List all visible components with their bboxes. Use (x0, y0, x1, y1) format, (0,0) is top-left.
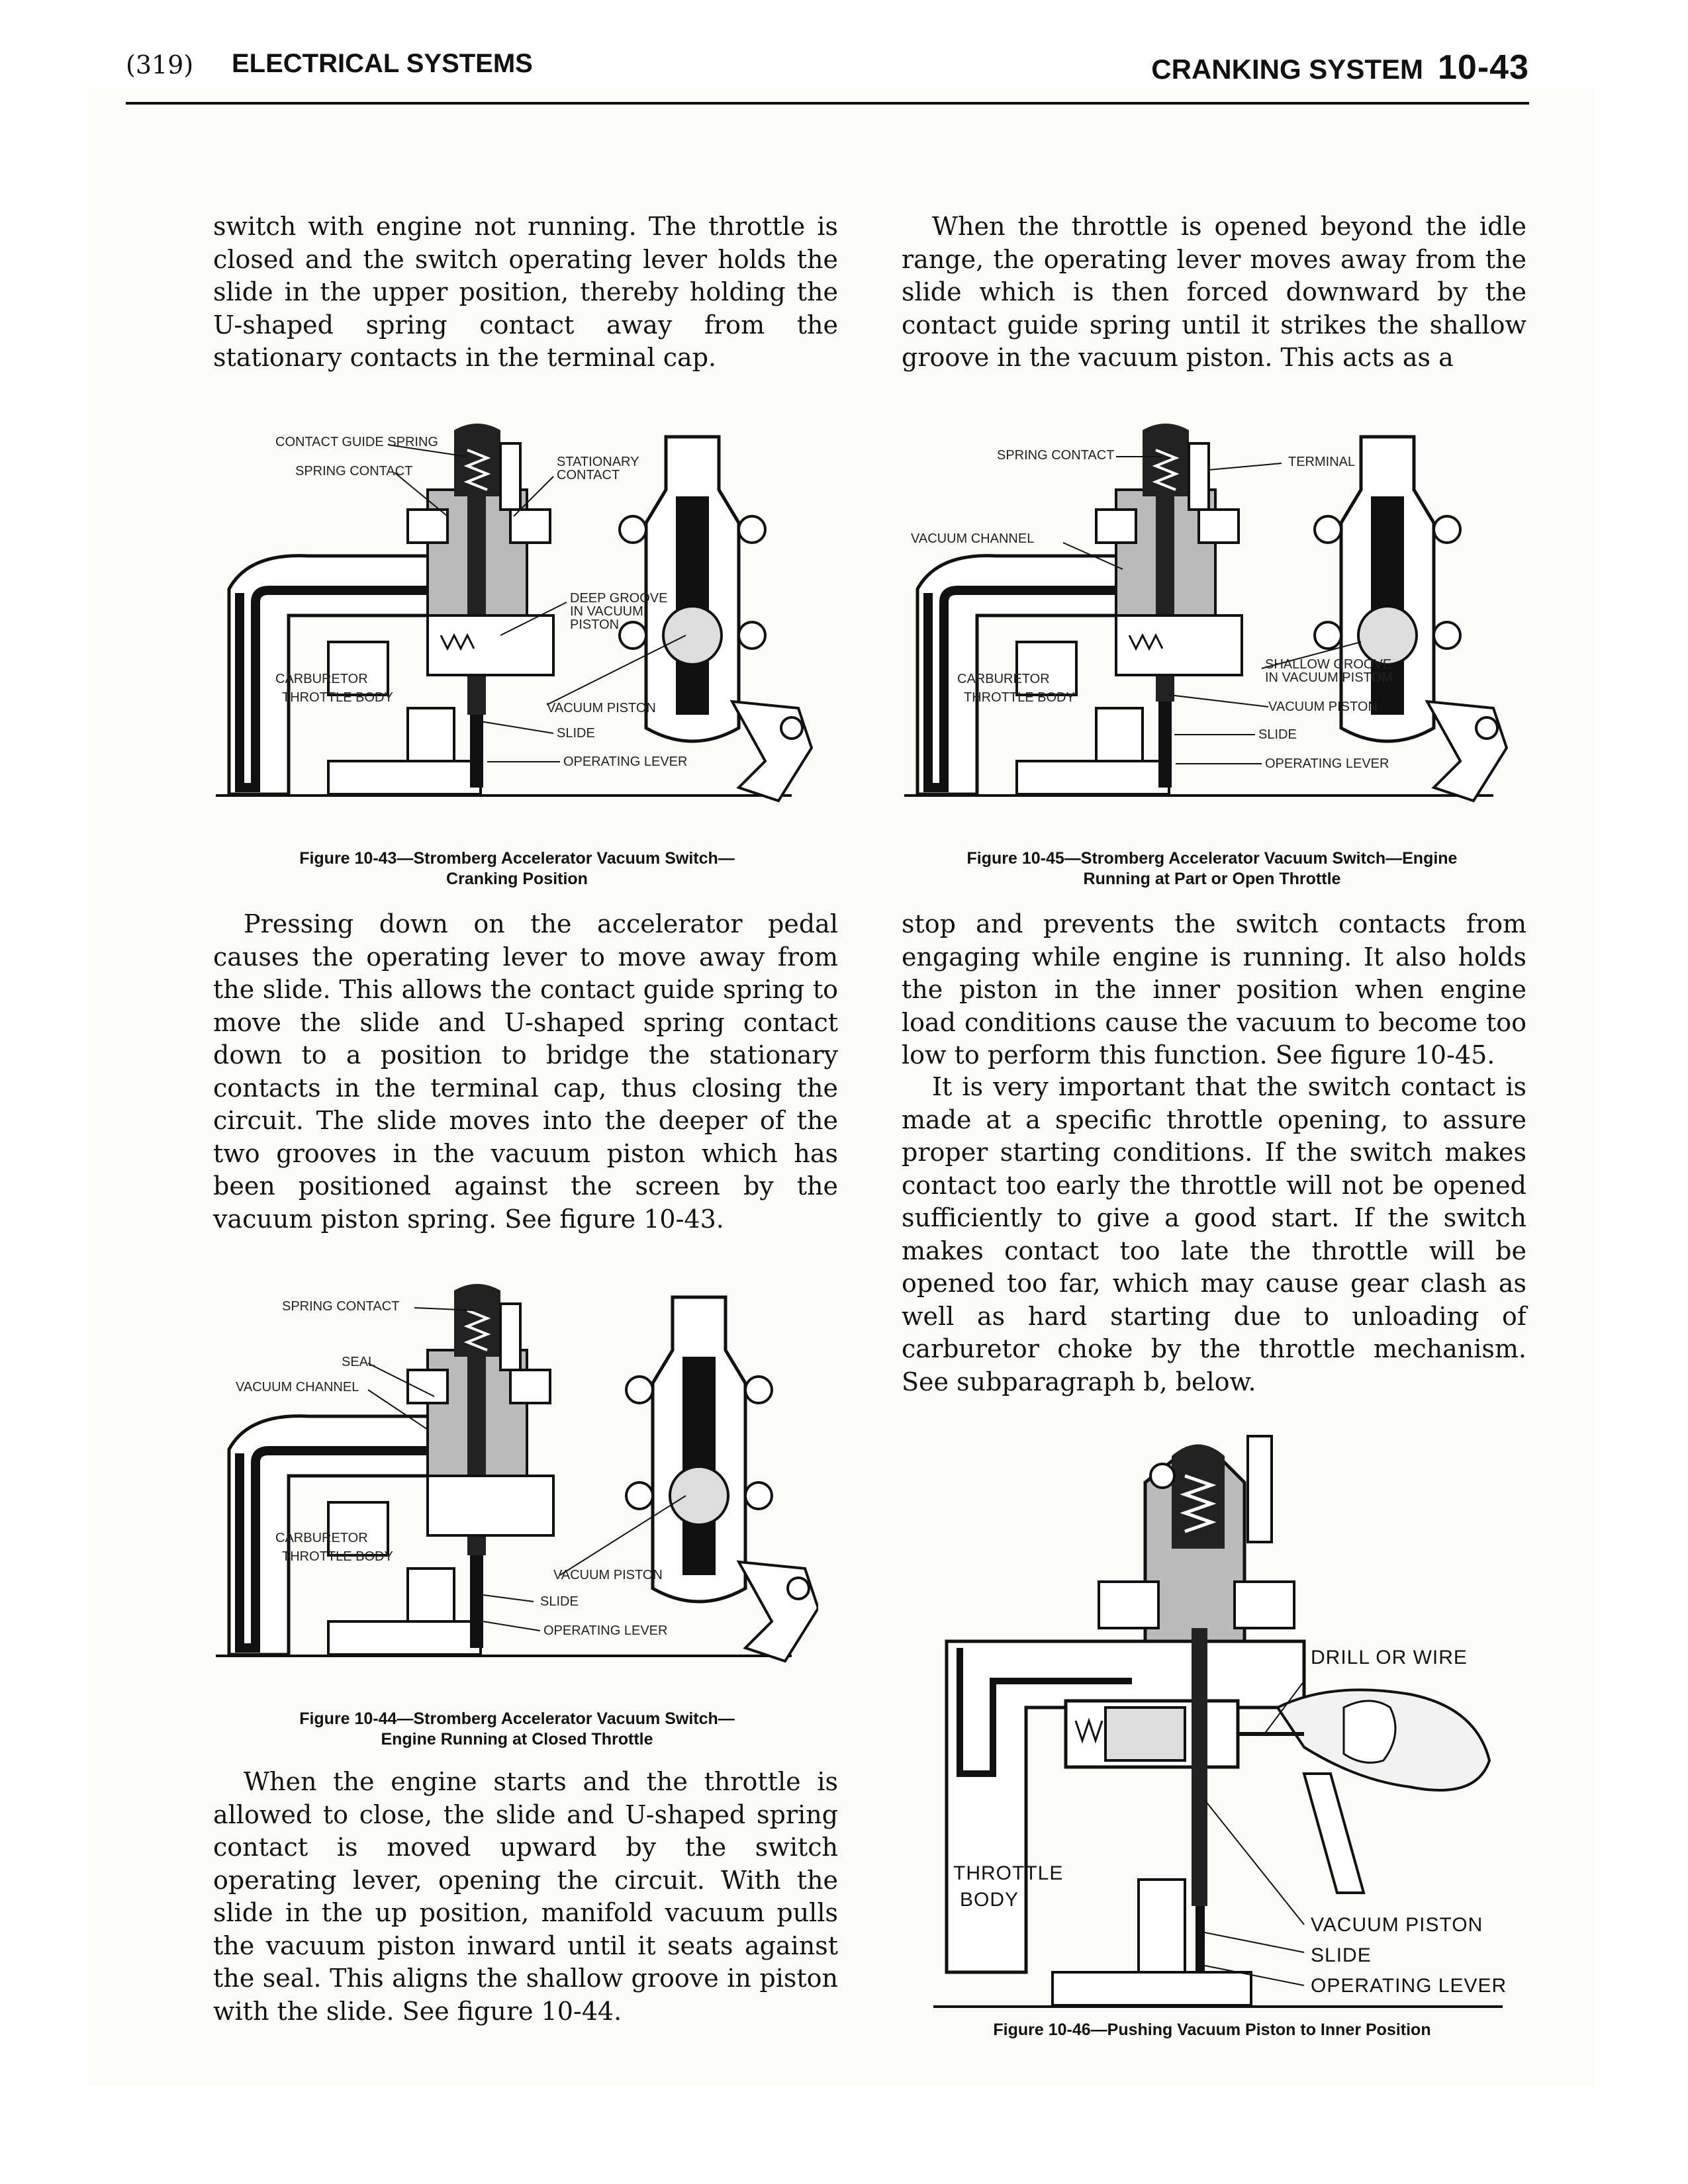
page-number: (319) (126, 50, 194, 79)
figure-10-43 (209, 417, 818, 807)
left-paragraph-3 (213, 1766, 838, 2028)
label-seal: SEAL (342, 1355, 376, 1369)
label-throttle-body: THROTTLE BODY (282, 1549, 393, 1564)
label-slide: SLIDE (1258, 727, 1297, 742)
caption-line: Running at Part or Open Throttle (1083, 870, 1341, 888)
caption-line: Figure 10-43—Stromberg Accelerator Vacuum Switch— (299, 849, 735, 868)
label-spring-contact: SPRING CONTACT (997, 448, 1115, 463)
switch-diagram-part-throttle (898, 417, 1520, 807)
chapter-heading (1151, 48, 1529, 87)
label-deep-groove-2: IN VACUUM (570, 604, 643, 619)
paragraph-text: It is very important that the switch contact is made at a specific throttle opening, to assure proper starting conditions. If the switch makes contact too early the throttle will not be opened sufficiently to give a good start. If the switch makes contact too late the throttle will be opened too far, which may cause gear clash as well as hard starting due to unloading of carburetor choke by the throttle mechanism. See subparagraph b, below. (902, 1072, 1526, 1396)
label-body: BODY (960, 1889, 1019, 1911)
paragraph-text: Pressing down on the accelerator pedal causes the operating lever to move away from the slide. This allows the contact guide spring to move the slide and U-shaped spring contact down to a position to bridge the stationary contacts in the terminal cap, thus closing the circuit. The slide moves into the deeper of the two grooves in the vacuum piston which has been positioned against the screen by the vacuum piston spring. See figure 10-43. (213, 909, 838, 1234)
label-slide: SLIDE (540, 1594, 579, 1609)
label-vacuum-channel: VACUUM CHANNEL (236, 1380, 359, 1394)
label-deep-groove-1: DEEP GROOVE (570, 591, 668, 606)
paragraph-text: switch with engine not running. The throttle is closed and the switch operating lever holds the slide in the upper position, thereby holding the U-shaped spring contact away from the stationary contacts in the terminal cap. (213, 212, 838, 372)
label-drill-or-wire: DRILL OR WIRE (1311, 1647, 1468, 1668)
caption-line: Cranking Position (446, 870, 588, 888)
right-paragraph-3 (902, 1071, 1526, 1398)
caption-line: Figure 10-44—Stromberg Accelerator Vacuum Switch— (299, 1709, 735, 1728)
label-shallow-groove-1: SHALLOW GROOVE (1265, 657, 1392, 672)
label-stationary-contact-2: CONTACT (557, 468, 620, 482)
left-paragraph-2 (213, 908, 838, 1236)
figure-10-46 (933, 1430, 1516, 2012)
label-slide: SLIDE (557, 726, 595, 741)
figure-10-45 (898, 417, 1520, 807)
label-spring-contact: SPRING CONTACT (282, 1299, 400, 1314)
caption-10-43 (209, 848, 825, 889)
label-throttle-body: THROTTLE BODY (282, 690, 393, 705)
label-stationary-contact-1: STATIONARY (557, 455, 639, 469)
paragraph-text: When the engine starts and the throttle is allowed to close, the slide and U-shaped spring contact is moved upward by the switch operating lever, opening the circuit. With the slide in the up position, manifold vacuum pulls the vacuum piston inward until it seats against the seal. This aligns the shallow groove in piston with the slide. See figure 10-44. (213, 1767, 838, 2026)
label-carburetor: CARBURETOR (275, 1531, 368, 1545)
label-operating-lever: OPERATING LEVER (543, 1623, 668, 1638)
right-paragraph-2 (902, 908, 1526, 1072)
caption-10-44 (209, 1709, 825, 1750)
label-operating-lever: OPERATING LEVER (1311, 1975, 1507, 1997)
caption-10-45 (898, 848, 1526, 889)
label-deep-groove-3: PISTON (570, 617, 620, 632)
pushing-piston-diagram (933, 1430, 1516, 2012)
label-slide: SLIDE (1311, 1944, 1372, 1966)
label-operating-lever: OPERATING LEVER (1265, 756, 1389, 771)
paragraph-text: When the throttle is opened beyond the idle range, the operating lever moves away from the slide which is then forced downward by the contact guide spring until it strikes the shallow groove in the vacuum piston. This acts as a (902, 212, 1526, 372)
label-vacuum-channel: VACUUM CHANNEL (911, 531, 1035, 546)
label-contact-guide-spring: CONTACT GUIDE SPRING (275, 435, 438, 449)
page-header (126, 45, 1529, 106)
label-vacuum-piston: VACUUM PISTON (553, 1568, 663, 1582)
right-paragraph-1 (902, 210, 1526, 375)
header-rule (126, 102, 1529, 105)
chapter-title: CRANKING SYSTEM (1151, 54, 1423, 85)
left-paragraph-1 (213, 210, 838, 375)
caption-line: Figure 10-45—Stromberg Accelerator Vacuum Switch—Engine (966, 849, 1458, 868)
paragraph-text: stop and prevents the switch contacts from engaging while engine is running. It also holds the piston in the inner position when engine load conditions cause the vacuum to become too low to perform this function. See figure 10-45. (902, 909, 1526, 1069)
page-code: 10-43 (1438, 48, 1529, 87)
caption-line: Figure 10-46—Pushing Vacuum Piston to Inner Position (993, 2021, 1431, 2039)
figure-10-44 (209, 1284, 818, 1668)
label-terminal: TERMINAL (1288, 455, 1356, 469)
label-operating-lever: OPERATING LEVER (563, 754, 688, 769)
label-throttle: THROTTLE (953, 1862, 1064, 1884)
label-carburetor: CARBURETOR (957, 672, 1050, 686)
label-spring-contact: SPRING CONTACT (295, 464, 413, 478)
label-shallow-groove-2: IN VACUUM PISTOM (1265, 670, 1393, 685)
label-carburetor: CARBURETOR (275, 672, 368, 686)
label-vacuum-piston: VACUUM PISTON (547, 701, 656, 715)
switch-diagram-cranking (209, 417, 818, 807)
switch-diagram-closed-throttle (209, 1284, 818, 1668)
label-vacuum-piston: VACUUM PISTON (1311, 1914, 1483, 1936)
caption-10-46 (898, 2020, 1526, 2040)
label-vacuum-piston: VACUUM PISTON (1268, 700, 1378, 714)
section-title: ELECTRICAL SYSTEMS (232, 49, 533, 78)
label-throttle-body: THROTTLE BODY (964, 690, 1075, 705)
caption-line: Engine Running at Closed Throttle (381, 1730, 653, 1749)
